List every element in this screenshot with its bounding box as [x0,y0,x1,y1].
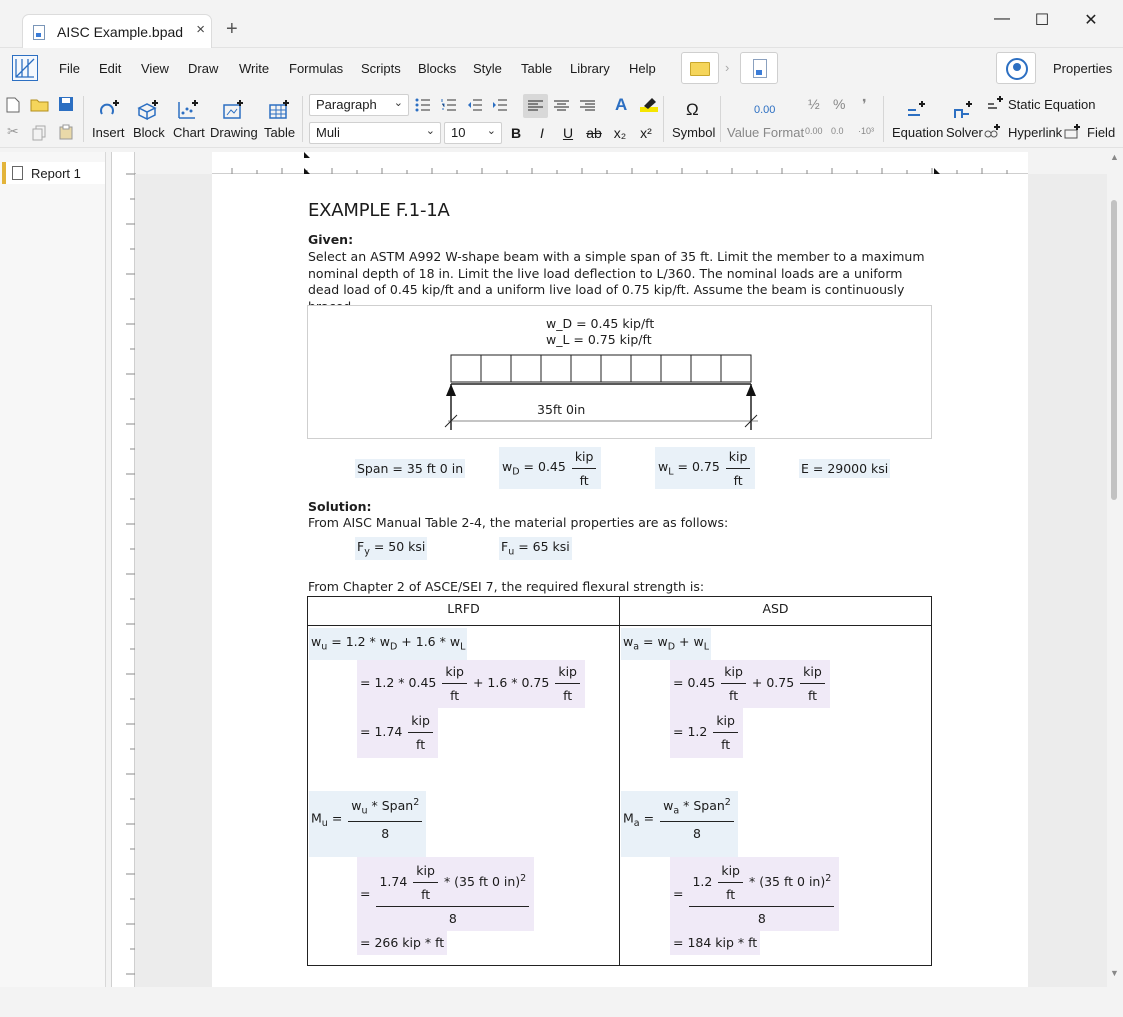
mu-denominator: 8 [381,825,390,841]
wa-expression-1: = w [643,634,668,649]
font-family-select[interactable] [309,122,441,144]
report-icon [12,166,23,180]
solution-text[interactable]: From AISC Manual Table 2-4, the material properties are as follows: [308,515,729,530]
drawing-icon[interactable] [222,100,244,120]
margin-marker-icon[interactable] [304,152,940,174]
chevron-down-icon: ⌄ [425,125,435,137]
mu-substitution[interactable] [357,857,534,931]
numbered-list-icon[interactable] [441,98,457,112]
wd-subscript: D [390,641,398,653]
wd-value: = 0.45 [523,459,566,475]
ma-result[interactable]: = 184 kip * ft [670,931,760,955]
underline-button[interactable]: U [562,125,574,141]
lrfd-column-header: LRFD [447,601,480,616]
mu-sub-value: 1.74 [379,874,408,889]
equals-sign: = [673,886,684,901]
active-marker [2,162,6,184]
w-symbol: w [351,798,362,814]
unit-numerator: kip [800,664,825,684]
wa-expression-2: + w [675,634,704,649]
chevron-down-icon: ⌄ [486,125,496,137]
outdent-icon[interactable] [467,98,483,112]
wa-substitution-2: + 0.75 [751,675,795,690]
report-sidebar [0,152,106,987]
italic-button[interactable]: I [540,125,544,141]
mu-denominator: 8 [448,911,457,926]
field-icon[interactable] [1064,123,1082,139]
properties-button[interactable]: Properties [1053,61,1113,76]
wu-substitution-2: + 1.6 * 0.75 [472,675,550,690]
app-logo-icon[interactable] [12,55,38,81]
fu-subscript: u [508,546,515,558]
fy-equation[interactable] [355,537,427,560]
asd-column-header: ASD [762,601,789,616]
wu-equation[interactable] [309,628,467,660]
square-exponent: 2 [520,872,527,884]
mu-numerator: * Span [367,798,414,814]
given-heading[interactable]: Given: [308,232,354,247]
hyperlink-icon[interactable] [984,123,1002,139]
cut-icon[interactable]: ✂ [7,123,19,139]
unit-numerator: kip [413,863,438,883]
unit-denominator: ft [729,688,739,703]
align-right-icon[interactable] [580,100,595,112]
ma-subscript: a [633,817,640,829]
dead-load-equation[interactable] [499,447,601,489]
chart-button[interactable]: Chart [173,125,205,140]
toolbar-separator [883,96,884,142]
open-folder-button[interactable] [681,52,719,84]
close-tab-icon[interactable]: × [196,21,205,38]
ma-denominator: 8 [757,911,766,926]
decrease-decimal-icon[interactable]: 0.0 [831,126,844,136]
ma-denominator: 8 [692,825,701,841]
mu-subscript: u [321,817,328,829]
unit-numerator: kip [572,449,597,469]
close-window-icon[interactable]: ✕ [1084,12,1098,29]
horizontal-ruler [212,152,1028,174]
wu-substitution-1: = 1.2 * 0.45 [360,675,437,690]
ma-symbol: M [623,810,634,826]
align-center-icon[interactable] [554,100,569,112]
unit-denominator: ft [726,887,736,902]
omega-icon[interactable]: Ω [686,100,699,119]
ma-sub-value: 1.2 [692,874,713,889]
toolbar-separator [720,96,721,142]
solver-button[interactable]: Solver [946,125,983,140]
wl-symbol: w [658,459,669,475]
mu-result[interactable]: = 266 kip * ft [357,931,447,955]
w-symbol: w [663,798,674,814]
unit-denominator: ft [721,737,731,752]
bold-button[interactable]: B [510,125,522,141]
square-exponent: 2 [724,797,731,808]
wu-result[interactable] [357,708,438,758]
wu-expression-2: + 1.6 * w [397,634,461,649]
fu-value: = 65 ksi [518,539,570,554]
table-header-divider [308,625,931,626]
menu-blocks[interactable]: Blocks [418,61,457,76]
unit-numerator: kip [555,664,580,684]
scientific-notation-icon[interactable]: ·10³ [858,126,875,136]
wa-substitution[interactable] [670,660,830,708]
elastic-modulus-equation[interactable]: E = 29000 ksi [801,461,889,476]
given-text[interactable]: Select an ASTM A992 W-shape beam with a simple span of 35 ft. Limit the member to a maximum nominal depth of 18 in. Limit the live load deflection to L/360. The nominal loads are a uniform dead load of 0.45 kip/ft and a uniform live load of 0.75 kip/ft. Assume the beam is continuously [308,249,925,297]
fy-subscript: y [364,546,370,558]
paste-icon[interactable] [58,124,74,140]
unit-denominator: ft [807,688,818,703]
wa-subscript: a [633,641,640,653]
span-equation[interactable]: Span = 35 ft 0 in [357,461,464,476]
vertical-ruler [111,152,135,987]
menu-draw[interactable]: Draw [188,61,219,76]
ma-equation[interactable] [621,791,738,857]
wu-expression-1: = 1.2 * w [331,634,390,649]
folder-icon [690,62,710,76]
example-title[interactable]: EXAMPLE F.1-1A [308,200,450,221]
live-load-equation[interactable] [655,447,755,489]
unit-numerator: kip [726,449,751,469]
unit-denominator: ft [579,473,589,488]
subscript-button[interactable]: x₂ [613,125,627,141]
unit-denominator: ft [450,688,460,703]
bullet-list-icon[interactable] [415,98,431,112]
ma-numerator: * Span [679,798,725,814]
ma-substitution[interactable] [670,857,839,931]
menu-formulas[interactable]: Formulas [289,61,344,76]
maximize-icon[interactable]: ☐ [1034,12,1050,29]
wa-result[interactable] [670,708,743,758]
title-bar [0,0,1123,48]
new-tab-icon[interactable]: + [226,18,238,40]
wl-value: = 0.75 [677,459,720,475]
solution-heading[interactable]: Solution: [308,499,372,514]
unit-numerator: kip [718,863,743,883]
toolbar-separator [302,96,303,142]
open-file-icon[interactable] [30,97,50,113]
insert-icon[interactable] [98,100,120,120]
menu-table[interactable]: Table [521,61,553,76]
wu-subscript: u [361,805,368,817]
menu-write[interactable]: Write [239,61,270,76]
scroll-up-icon[interactable]: ▲ [1110,152,1119,162]
w-symbol: w [311,634,322,649]
user-avatar-icon [1006,58,1028,80]
toolbar [0,90,1123,148]
square-exponent: 2 [413,797,420,808]
symbol-button[interactable]: Symbol [672,125,716,140]
tab-title: AISC Example.bpad [57,24,184,40]
static-equation-button[interactable]: Static Equation [1008,97,1096,112]
wa-subscript: a [673,805,680,817]
wd-subscript: D [667,641,676,653]
scroll-down-icon[interactable]: ▼ [1110,968,1119,978]
menu-bar [0,48,1123,90]
mu-symbol: M [311,810,322,826]
highlight-icon[interactable] [639,96,659,114]
dead-load-label: w_D = 0.45 kip/ft [546,316,655,331]
superscript-button[interactable]: x² [640,125,652,141]
new-file-icon[interactable] [6,97,20,113]
scrollbar-thumb[interactable] [1111,200,1117,500]
static-equation-icon[interactable] [987,95,1005,111]
minimize-icon[interactable]: — [994,10,1010,27]
fy-value: = 50 ksi [373,539,426,554]
copy-icon[interactable] [32,125,46,141]
block-icon[interactable] [137,100,159,120]
document-tab[interactable] [22,14,212,48]
font-color-icon[interactable]: A [615,95,628,114]
unit-numerator: kip [408,713,433,733]
w-symbol: w [623,634,634,649]
support-arrow-icon [446,384,756,396]
equation-button[interactable]: Equation [892,125,944,140]
fu-symbol: F [501,539,509,554]
beam-diagram[interactable] [307,305,932,439]
live-load-label: w_L = 0.75 kip/ft [546,332,652,347]
font-size-value: 10 [451,125,466,140]
wa-equation[interactable] [621,628,711,660]
unit-numerator: kip [442,664,467,684]
menu-library[interactable]: Library [570,61,610,76]
document-icon [33,25,45,40]
equals-sign: = [643,810,655,826]
menu-scripts[interactable]: Scripts [361,61,401,76]
menu-help[interactable]: Help [629,61,656,76]
wl-subscript: L [668,466,674,478]
insert-button[interactable]: Insert [92,125,125,140]
unit-numerator: kip [721,664,746,684]
menu-style[interactable]: Style [473,61,502,76]
breadcrumb-chevron-icon: › [725,60,730,75]
equals-sign: = [331,810,343,826]
save-icon[interactable] [58,96,74,112]
wd-subscript: D [512,466,520,478]
chart-icon[interactable] [177,100,199,120]
table-column-divider [619,597,620,965]
fraction-icon[interactable]: ½ [808,96,820,112]
menu-view[interactable]: View [141,61,169,76]
block-button[interactable]: Block [133,125,165,140]
value-format-icon[interactable]: 0.00 [754,104,776,116]
strikethrough-button[interactable]: ab [586,125,602,141]
toolbar-separator [83,96,84,142]
user-account-button[interactable] [996,52,1036,84]
drawing-button[interactable]: Drawing [210,125,258,140]
unit-denominator: ft [733,473,743,488]
wu-subscript: u [321,641,328,653]
paragraph-style-select[interactable] [309,94,409,116]
fu-equation[interactable] [499,537,572,560]
equation-icon[interactable] [906,100,928,120]
chevron-down-icon: ⌄ [393,97,403,109]
solver-icon[interactable] [953,100,975,120]
font-size-select[interactable] [444,122,502,144]
mu-equation[interactable] [309,791,426,857]
wu-substitution[interactable] [357,660,585,708]
chapter-text[interactable]: From Chapter 2 of ASCE/SEI 7, the required flexural strength is: [308,579,705,594]
ma-sub-span: * (35 ft 0 in) [748,874,826,889]
unit-denominator: ft [416,737,426,752]
wd-symbol: w [502,459,513,475]
page-button[interactable] [740,52,778,84]
paragraph-style-value: Paragraph [316,97,377,112]
table-icon[interactable] [268,100,290,120]
wa-result-value: = 1.2 [673,724,708,739]
indent-icon[interactable] [492,98,508,112]
toolbar-separator [663,96,664,142]
wl-subscript: L [460,641,466,653]
hyperlink-button[interactable]: Hyperlink [1008,125,1063,140]
mu-sub-span: * (35 ft 0 in) [443,874,521,889]
sidebar-item-label: Report 1 [31,166,81,181]
menu-edit[interactable]: Edit [99,61,122,76]
thousands-separator-icon[interactable]: ❜ [862,96,867,112]
table-button[interactable]: Table [264,125,296,140]
square-exponent: 2 [825,872,832,884]
fy-symbol: F [357,539,365,554]
sidebar-item-report-1[interactable] [2,162,105,184]
menu-file[interactable]: File [59,61,80,76]
align-left-icon [528,100,543,112]
unit-numerator: kip [713,713,738,733]
field-button[interactable]: Field [1087,125,1116,140]
percent-icon[interactable]: % [833,96,846,112]
span-dimension-label: 35ft 0in [537,402,586,417]
unit-denominator: ft [563,688,573,703]
wu-result-value: = 1.74 [360,724,403,739]
align-left-button[interactable] [523,94,548,118]
page-icon [753,59,767,78]
wl-subscript: L [703,641,709,653]
wa-substitution-1: = 0.45 [673,675,716,690]
value-format-button[interactable]: Value Format [727,125,805,140]
equals-sign: = [360,886,371,901]
increase-decimal-icon[interactable]: 0.00 [805,126,823,136]
unit-denominator: ft [421,887,431,902]
font-family-value: Muli [316,125,340,140]
